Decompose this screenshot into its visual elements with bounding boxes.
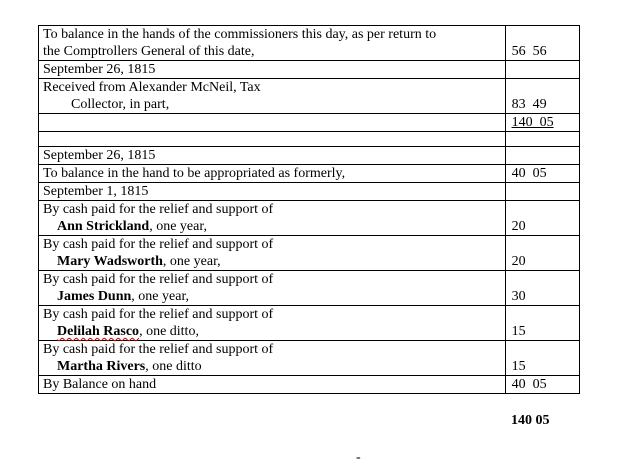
period-text: , one year, — [162, 254, 221, 269]
description-line: Received from Alexander McNeil, Tax — [43, 80, 261, 95]
description-line: By cash paid for the relief and support of — [43, 202, 274, 217]
ledger-row — [39, 341, 580, 376]
row-amount: 20 — [505, 201, 579, 236]
row-amount — [505, 183, 579, 201]
description-line — [43, 218, 501, 235]
recipient-name: Mary Wadsworth — [57, 254, 163, 269]
ledger-row — [39, 201, 580, 236]
row-amount: 15 — [505, 306, 579, 341]
recipient-name: James Dunn — [57, 289, 132, 304]
period-text: , one ditto, — [139, 324, 199, 339]
row-amount: 83 49 — [505, 79, 579, 114]
ledger-row — [39, 147, 580, 165]
row-description — [39, 236, 506, 271]
row-date: September 26, 1815 — [39, 61, 506, 79]
row-amount — [505, 147, 579, 165]
period-text: , one ditto — [145, 359, 202, 374]
ledger-row — [39, 271, 580, 306]
description-line — [43, 323, 501, 340]
subtotal-amount: 140 05 — [511, 115, 554, 130]
row-amount: 56 56 — [505, 26, 579, 61]
blank-row — [39, 132, 580, 147]
row-amount: 30 — [505, 271, 579, 306]
ledger-row — [39, 26, 580, 61]
stray-mark: - — [356, 450, 361, 465]
row-amount: 40 05 — [505, 165, 579, 183]
row-amount: 40 05 — [505, 376, 579, 394]
row-subtotal — [505, 114, 579, 132]
ledger-row — [39, 114, 580, 132]
ledger-row — [39, 61, 580, 79]
period-text: , one year, — [131, 289, 190, 304]
ledger-row — [39, 165, 580, 183]
row-description — [39, 271, 506, 306]
ledger-row — [39, 236, 580, 271]
row-amount: 15 — [505, 341, 579, 376]
row-description — [39, 341, 506, 376]
ledger-table — [38, 25, 580, 394]
description-line: To balance in the hands of the commissioners this day, as per return to — [43, 27, 437, 42]
description-line: By cash paid for the relief and support of — [43, 272, 274, 287]
recipient-name: Ann Strickland — [57, 219, 150, 234]
description-line — [43, 253, 501, 270]
description-line: By cash paid for the relief and support of — [43, 307, 274, 322]
row-description — [39, 306, 506, 341]
row-amount — [505, 61, 579, 79]
ledger-row — [39, 183, 580, 201]
row-description — [39, 26, 506, 61]
description-line — [43, 288, 501, 305]
row-description: To balance in the hand to be appropriated as formerly, — [39, 165, 506, 183]
ledger-row — [39, 79, 580, 114]
row-description — [39, 201, 506, 236]
description-line: the Comptrollers General of this date, — [43, 44, 255, 59]
ledger-row — [39, 376, 580, 394]
final-total: 140 05 — [511, 413, 550, 428]
row-date: September 1, 1815 — [39, 183, 506, 201]
row-amount: 20 — [505, 236, 579, 271]
ledger-row — [39, 306, 580, 341]
recipient-name: Delilah Rasco — [57, 324, 140, 339]
row-description — [39, 79, 506, 114]
row-date: September 26, 1815 — [39, 147, 506, 165]
row-description — [39, 114, 506, 132]
description-line: Collector, in part, — [71, 97, 170, 112]
description-line: By cash paid for the relief and support of — [43, 342, 274, 357]
description-line — [43, 358, 501, 375]
period-text: , one year, — [149, 219, 207, 234]
row-description: By Balance on hand — [39, 376, 506, 394]
recipient-name: Martha Rivers — [57, 359, 146, 374]
description-line: By cash paid for the relief and support of — [43, 237, 274, 252]
